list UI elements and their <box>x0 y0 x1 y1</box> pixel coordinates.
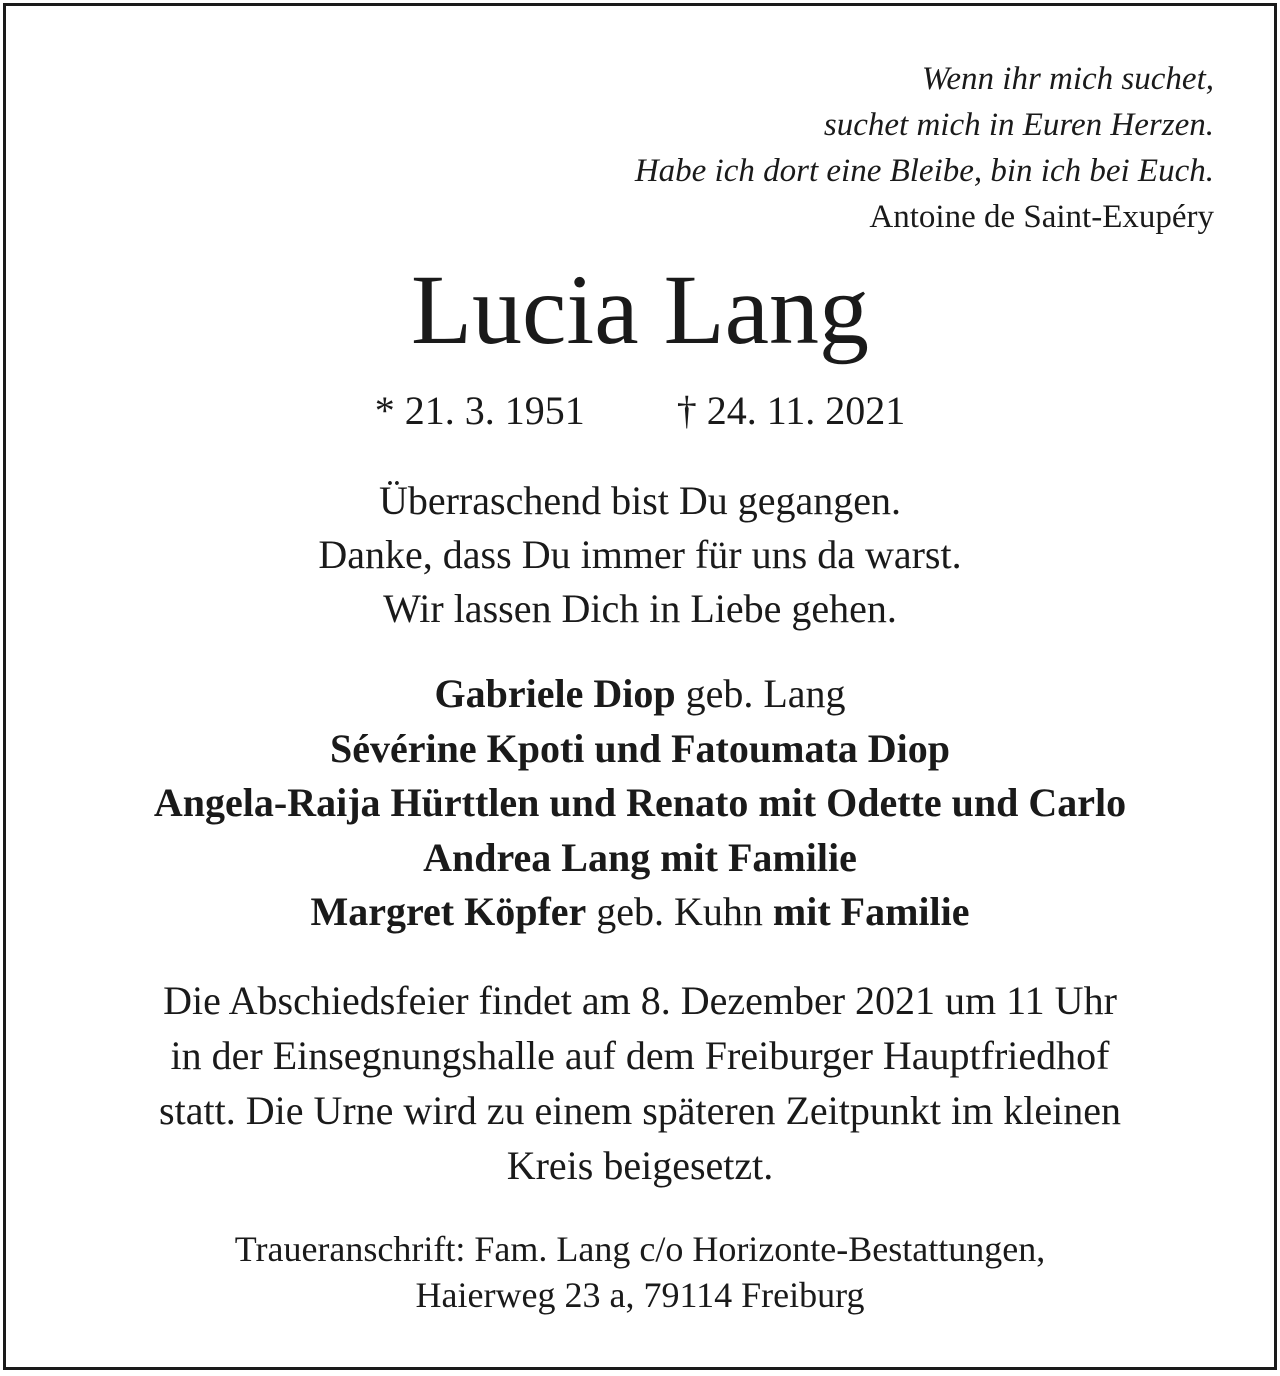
mourners-list <box>0 667 1280 940</box>
death-date: † 24. 11. 2021 <box>676 388 906 433</box>
mourner-name: Angela-Raija Hürttlen und Renato mit Odette und Carlo <box>153 780 1127 825</box>
farewell-verse <box>0 474 1280 636</box>
birth-date: * 21. 3. 1951 <box>374 388 585 433</box>
mourner-row <box>0 831 1280 886</box>
mourner-note: geb. Lang <box>675 671 846 716</box>
mourner-row <box>0 722 1280 777</box>
mourner-name: Andrea Lang mit Familie <box>423 834 857 880</box>
epigraph-quote <box>635 56 1214 240</box>
mourner-row <box>0 667 1280 722</box>
verse-line: Überraschend bist Du gegangen. <box>378 478 902 523</box>
verse-line: Danke, dass Du immer für uns da warst. <box>318 532 962 577</box>
verse-line: Wir lassen Dich in Liebe gehen. <box>383 586 897 631</box>
mourner-row <box>0 776 1280 831</box>
life-dates <box>0 386 1280 436</box>
mourner-name: Gabriele Diop <box>434 671 676 716</box>
mourner-name: Sévérine Kpoti und Fatoumata Diop <box>329 725 951 771</box>
deceased-name: Lucia Lang <box>410 254 870 365</box>
ceremony-notice <box>0 973 1280 1193</box>
mourner-row <box>0 885 1280 940</box>
ceremony-line: statt. Die Urne wird zu einem späteren Zeitpunkt im kleinen <box>159 1088 1121 1133</box>
quote-author: Antoine de Saint-Exupéry <box>869 199 1214 235</box>
quote-line: Wenn ihr mich suchet, <box>921 61 1214 97</box>
ceremony-line: in der Einsegnungshalle auf dem Freiburger Hauptfriedhof <box>170 1033 1110 1078</box>
address-line: Haierweg 23 a, 79114 Freiburg <box>415 1275 865 1315</box>
mourning-address <box>0 1226 1280 1318</box>
ceremony-line: Die Abschiedsfeier findet am 8. Dezember 2021 um 11 Uhr <box>163 978 1117 1023</box>
quote-line: Habe ich dort eine Bleibe, bin ich bei Euch. <box>634 153 1214 189</box>
address-line: Traueranschrift: Fam. Lang c/o Horizonte-Bestattungen, <box>234 1229 1046 1269</box>
mourner-note: geb. Kuhn <box>586 889 773 934</box>
mourner-name: Margret Köpfer <box>310 889 587 934</box>
quote-line: suchet mich in Euren Herzen. <box>823 107 1214 143</box>
mourner-family: mit Familie <box>772 889 970 934</box>
ceremony-line: Kreis beigesetzt. <box>506 1143 774 1188</box>
